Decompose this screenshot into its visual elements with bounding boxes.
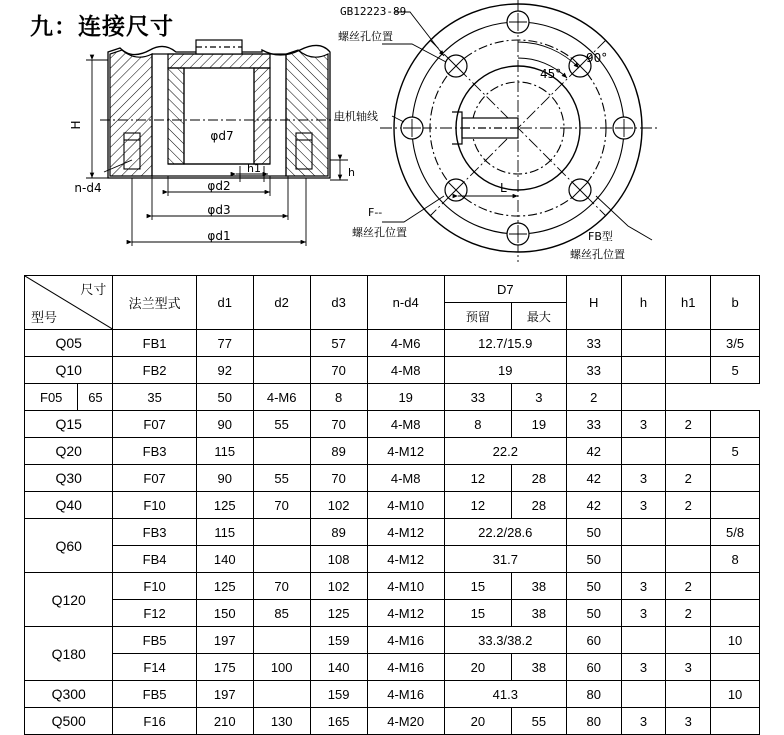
cell-model: Q500: [25, 708, 113, 735]
cell-model: Q120: [25, 573, 113, 627]
cell-d7-reserved: 20: [444, 708, 511, 735]
label-n-d4: n-d4: [74, 181, 102, 195]
cell-flange-type: F16: [113, 708, 196, 735]
cell-d2: 70: [253, 573, 310, 600]
cell-d3: 102: [310, 573, 367, 600]
header-d7: D7: [444, 276, 566, 303]
cell-d7-max: 38: [511, 654, 566, 681]
cell-d1: 125: [196, 492, 253, 519]
cell-h1: [666, 546, 711, 573]
header-d1: d1: [196, 276, 253, 330]
cell-d7-max: 28: [511, 465, 566, 492]
cell-H: 33: [566, 357, 621, 384]
label-L: L: [500, 181, 507, 195]
cell-h: 3: [621, 573, 666, 600]
cell-h: [621, 330, 666, 357]
cell-h1: [666, 330, 711, 357]
callout-screw-hole-top: 螺丝孔位置: [338, 30, 393, 43]
cell-n-d4: 4-M16: [367, 627, 444, 654]
label-H: H: [69, 120, 83, 130]
cell-n-d4: 4-M12: [367, 438, 444, 465]
cell-h: 3: [511, 384, 566, 411]
header-n-d4: n-d4: [367, 276, 444, 330]
cell-model: Q10: [25, 357, 113, 384]
cell-b: 10: [711, 627, 760, 654]
cell-H: 50: [566, 546, 621, 573]
label-phi-d3: φd3: [207, 203, 231, 217]
cell-d2: 130: [253, 708, 310, 735]
label-phi-d2: φd2: [207, 179, 231, 193]
cell-d7-reserved: 22.2: [444, 438, 566, 465]
cell-d7-reserved: 8: [310, 384, 367, 411]
cell-d3: 165: [310, 708, 367, 735]
table-row: [25, 681, 760, 708]
cell-d7-max: 38: [511, 573, 566, 600]
cell-b: 3/5: [711, 330, 760, 357]
table-row: [25, 357, 760, 384]
cell-d7-reserved: 19: [444, 357, 566, 384]
cell-d2: 55: [253, 465, 310, 492]
cell-n-d4: 4-M6: [367, 330, 444, 357]
cell-b: [711, 492, 760, 519]
header-d7-max: 最大: [511, 303, 566, 330]
cell-H: 50: [566, 600, 621, 627]
cell-b: [711, 573, 760, 600]
cell-d2: [253, 330, 310, 357]
cell-h1: [666, 438, 711, 465]
cell-n-d4: 4-M12: [367, 600, 444, 627]
cell-h: [621, 681, 666, 708]
cell-d1: 115: [196, 519, 253, 546]
table-row: [25, 330, 760, 357]
cell-d7-reserved: 12: [444, 492, 511, 519]
cell-d3: 70: [310, 411, 367, 438]
table-row: [25, 465, 760, 492]
cell-d7-reserved: 15: [444, 573, 511, 600]
cell-d7-max: 19: [367, 384, 444, 411]
cell-n-d4: 4-M10: [367, 573, 444, 600]
cell-d7-reserved: 12.7/15.9: [444, 330, 566, 357]
table-corner-cell: [25, 276, 113, 330]
cell-d3: 102: [310, 492, 367, 519]
cell-flange-type: FB3: [113, 438, 196, 465]
cell-b: [711, 708, 760, 735]
cell-h1: [666, 681, 711, 708]
cell-b: [711, 654, 760, 681]
cell-h1: 3: [666, 708, 711, 735]
drawing-svg: [0, 0, 784, 272]
cell-h: 3: [621, 654, 666, 681]
cell-d2: 55: [253, 411, 310, 438]
cell-h: [621, 438, 666, 465]
cell-d3: 57: [310, 330, 367, 357]
cell-flange-type: FB4: [113, 546, 196, 573]
cell-d1: 197: [196, 681, 253, 708]
cell-n-d4: 4-M8: [367, 411, 444, 438]
cell-d3: 70: [310, 357, 367, 384]
table-row: [25, 492, 760, 519]
cell-b: [711, 600, 760, 627]
cell-flange-type: FB1: [113, 330, 196, 357]
cell-d1: 77: [196, 330, 253, 357]
cell-H: 60: [566, 654, 621, 681]
spec-table-wrapper: [24, 275, 760, 735]
cell-d7-max: 19: [511, 411, 566, 438]
cell-h: [621, 357, 666, 384]
header-d7-reserved: 预留: [444, 303, 511, 330]
cell-flange-type: F10: [113, 492, 196, 519]
table-row: [25, 654, 760, 681]
cell-h1: 2: [566, 384, 621, 411]
cell-d7-reserved: 22.2/28.6: [444, 519, 566, 546]
page-title: 九：连接尺寸: [30, 14, 174, 40]
cell-d7-reserved: 41.3: [444, 681, 566, 708]
cell-model: Q40: [25, 492, 113, 519]
cell-b: [711, 465, 760, 492]
cell-H: 33: [566, 330, 621, 357]
cell-b: 5: [711, 357, 760, 384]
cell-h: 3: [621, 465, 666, 492]
cell-H: 42: [566, 465, 621, 492]
cell-flange-type: F07: [113, 465, 196, 492]
corner-size-label: 尺寸: [80, 283, 107, 298]
cell-d2: [253, 357, 310, 384]
cell-d1: 115: [196, 438, 253, 465]
table-row: [25, 411, 760, 438]
cell-H: 33: [444, 384, 511, 411]
cell-d1: 90: [196, 411, 253, 438]
table-header-row-1: [25, 276, 760, 303]
table-row: [25, 438, 760, 465]
callout-screw-hole-f: 螺丝孔位置: [352, 226, 407, 239]
cell-h1: 2: [666, 492, 711, 519]
cell-model: Q15: [25, 411, 113, 438]
table-row: [25, 708, 760, 735]
cell-h1: 2: [666, 600, 711, 627]
cell-d2: 100: [253, 654, 310, 681]
cell-n-d4: 4-M16: [367, 654, 444, 681]
label-phi-d1: φd1: [207, 229, 231, 243]
cell-d7-reserved: 8: [444, 411, 511, 438]
cell-n-d4: 4-M16: [367, 681, 444, 708]
cell-d3: 50: [196, 384, 253, 411]
cell-d3: 70: [310, 465, 367, 492]
cell-d7-max: 38: [511, 600, 566, 627]
cell-b: 10: [711, 681, 760, 708]
cell-d7-reserved: 15: [444, 600, 511, 627]
cell-flange-type: F05: [25, 384, 78, 411]
header-h: h: [621, 276, 666, 330]
cell-d2: [253, 546, 310, 573]
cell-d7-reserved: 33.3/38.2: [444, 627, 566, 654]
cell-H: 50: [566, 519, 621, 546]
callout-f-type: F--: [368, 206, 383, 219]
cell-d1: 125: [196, 573, 253, 600]
header-d2: d2: [253, 276, 310, 330]
cell-h1: 2: [666, 411, 711, 438]
cell-H: 80: [566, 708, 621, 735]
cell-b: 5/8: [711, 519, 760, 546]
cell-h: [621, 546, 666, 573]
cell-d2: 70: [253, 492, 310, 519]
cell-d3: 89: [310, 519, 367, 546]
cell-d1: 140: [196, 546, 253, 573]
header-flange-type: 法兰型式: [113, 276, 196, 330]
cell-d1: 90: [196, 465, 253, 492]
cell-H: 80: [566, 681, 621, 708]
cell-h1: 3: [666, 654, 711, 681]
header-d3: d3: [310, 276, 367, 330]
cell-d3: 125: [310, 600, 367, 627]
cell-b: 5: [711, 438, 760, 465]
cell-d1: 65: [78, 384, 113, 411]
cell-flange-type: FB5: [113, 681, 196, 708]
callout-gb-standard: GB12223-89: [340, 5, 407, 18]
cell-d2: [253, 627, 310, 654]
cell-h: 3: [621, 600, 666, 627]
cell-flange-type: F07: [113, 411, 196, 438]
cell-d7-max: 28: [511, 492, 566, 519]
table-row: [25, 384, 760, 411]
cell-n-d4: 4-M10: [367, 492, 444, 519]
table-body: [25, 330, 760, 735]
cell-h: [621, 627, 666, 654]
cell-d3: 89: [310, 438, 367, 465]
cell-d1: 175: [196, 654, 253, 681]
cell-d1: 150: [196, 600, 253, 627]
label-h: h: [348, 166, 355, 179]
cell-d7-max: 55: [511, 708, 566, 735]
header-b: b: [711, 276, 760, 330]
cell-H: 33: [566, 411, 621, 438]
corner-model-label: 型号: [31, 311, 58, 326]
cell-h1: [666, 627, 711, 654]
cell-n-d4: 4-M20: [367, 708, 444, 735]
cell-d3: 140: [310, 654, 367, 681]
cell-d3: 159: [310, 627, 367, 654]
cell-flange-type: F10: [113, 573, 196, 600]
cell-n-d4: 4-M12: [367, 519, 444, 546]
label-angle-45: 45°: [540, 67, 562, 81]
header-H: H: [566, 276, 621, 330]
callout-fb-type: FB型: [588, 230, 613, 243]
cell-model: Q60: [25, 519, 113, 573]
cell-n-d4: 4-M6: [253, 384, 310, 411]
table-row: [25, 519, 760, 546]
cell-model: Q30: [25, 465, 113, 492]
cell-d3: 108: [310, 546, 367, 573]
cell-d7-reserved: 31.7: [444, 546, 566, 573]
cell-h: 3: [621, 708, 666, 735]
cell-b: [621, 384, 666, 411]
cell-h: [621, 519, 666, 546]
cell-model: Q05: [25, 330, 113, 357]
table-row: [25, 573, 760, 600]
cell-H: 42: [566, 438, 621, 465]
cell-n-d4: 4-M8: [367, 465, 444, 492]
spec-table: [24, 275, 760, 735]
cell-flange-type: F14: [113, 654, 196, 681]
cell-h1: 2: [666, 573, 711, 600]
label-angle-90: 90°: [586, 51, 608, 65]
cell-h1: [666, 357, 711, 384]
cell-h1: 2: [666, 465, 711, 492]
cell-h: 3: [621, 411, 666, 438]
header-h1: h1: [666, 276, 711, 330]
cell-d2: [253, 681, 310, 708]
cell-H: 60: [566, 627, 621, 654]
cell-h1: [666, 519, 711, 546]
cell-b: [711, 411, 760, 438]
callout-screw-hole-fb: 螺丝孔位置: [570, 248, 625, 261]
cell-d2: [253, 519, 310, 546]
cell-model: Q180: [25, 627, 113, 681]
cell-d2: 35: [113, 384, 196, 411]
table-row: [25, 627, 760, 654]
cell-model: Q300: [25, 681, 113, 708]
callout-motor-shaft-line: 电机轴线: [334, 110, 378, 123]
cell-d2: 85: [253, 600, 310, 627]
cell-H: 50: [566, 573, 621, 600]
table-row: [25, 546, 760, 573]
cell-d1: 92: [196, 357, 253, 384]
label-phi-d7: φd7: [210, 129, 234, 143]
cell-flange-type: FB3: [113, 519, 196, 546]
cell-flange-type: FB2: [113, 357, 196, 384]
cell-d1: 197: [196, 627, 253, 654]
cell-d7-reserved: 20: [444, 654, 511, 681]
cell-b: 8: [711, 546, 760, 573]
cell-d7-reserved: 12: [444, 465, 511, 492]
table-row: [25, 600, 760, 627]
cell-model: Q20: [25, 438, 113, 465]
cell-n-d4: 4-M8: [367, 357, 444, 384]
cell-d1: 210: [196, 708, 253, 735]
cell-d3: 159: [310, 681, 367, 708]
cell-n-d4: 4-M12: [367, 546, 444, 573]
cell-H: 42: [566, 492, 621, 519]
cell-h: 3: [621, 492, 666, 519]
cell-flange-type: FB5: [113, 627, 196, 654]
technical-drawing: [0, 0, 784, 268]
cell-d2: [253, 438, 310, 465]
label-h1: h1: [247, 162, 261, 175]
cell-flange-type: F12: [113, 600, 196, 627]
